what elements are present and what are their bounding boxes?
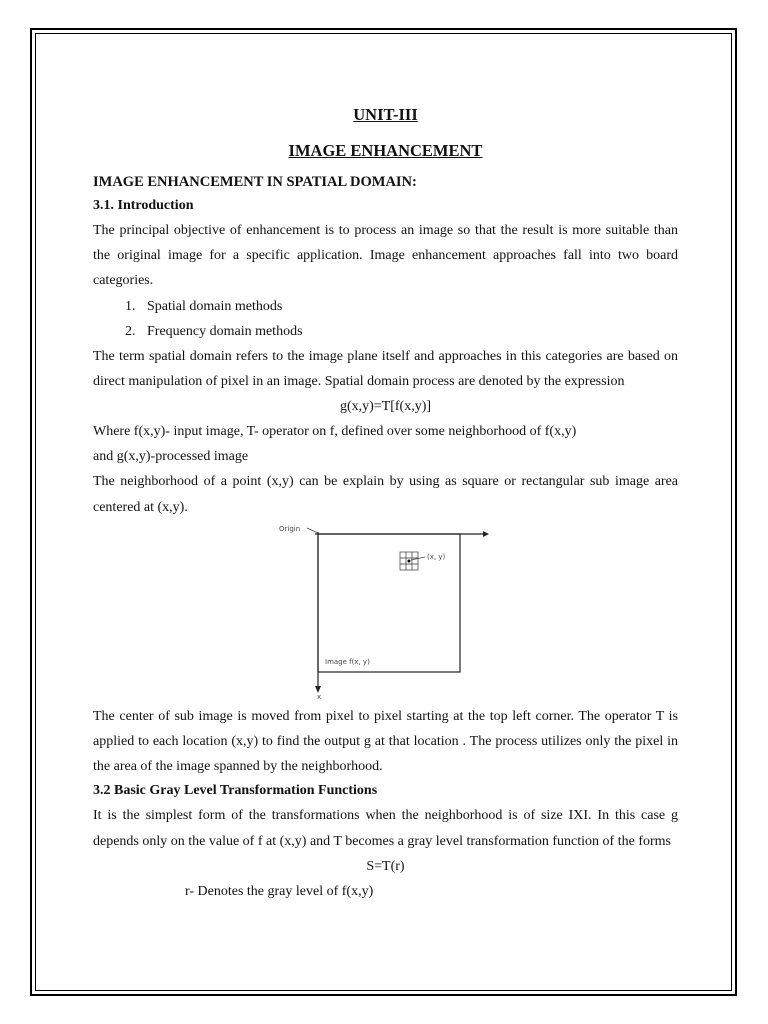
neighborhood-diagram bbox=[275, 522, 495, 700]
neighborhood-figure bbox=[93, 522, 678, 702]
image-label: Image f(x, y) bbox=[325, 657, 370, 666]
list-item: 2. Frequency domain methods bbox=[139, 319, 678, 344]
x-axis-label: x bbox=[317, 692, 322, 700]
page-title: IMAGE ENHANCEMENT bbox=[288, 141, 483, 160]
y-axis-arrow bbox=[483, 531, 489, 537]
equation-g: g(x,y)=T[f(x,y)] bbox=[339, 399, 432, 415]
intro-paragraph: The principal objective of enhancement is to process an image so that the result is more suitable than the original image for a specific application. Image enhancement approaches fall into two board categories. bbox=[93, 223, 678, 289]
x-axis-arrow bbox=[315, 686, 321, 693]
origin-label: Origin bbox=[279, 524, 301, 533]
where-line-1: Where f(x,y)- input image, T- operator on f, defined over some neighborhood of f(x,y) bbox=[93, 424, 577, 440]
r-definition: r- Denotes the gray level of f(x,y) bbox=[185, 883, 374, 899]
subsection-heading: 3.2 Basic Gray Level Transformation Functions bbox=[93, 783, 378, 799]
intro-heading bbox=[93, 194, 678, 218]
where-line-2: and g(x,y)-processed image bbox=[93, 449, 249, 465]
spatial-paragraph: The term spatial domain refers to the image plane itself and approaches in this categories are based on direct manipulation of pixel in an image. Spatial domain process are denoted by the expression bbox=[93, 348, 678, 389]
transformation-paragraph: It is the simplest form of the transformations when the neighborhood is of size IXI. In this case g depends only on the value of f at (x,y) and T becomes a gray level transformation function of the forms bbox=[93, 808, 678, 849]
intro-number: 3.1 bbox=[93, 198, 111, 213]
center-point bbox=[408, 559, 411, 562]
equation-s: S=T(r) bbox=[366, 858, 405, 874]
point-label: (x, y) bbox=[427, 552, 446, 561]
list-item: 1. Spatial domain methods bbox=[139, 294, 678, 319]
methods-list bbox=[93, 294, 678, 344]
center-paragraph: The center of sub image is moved from pixel to pixel starting at the top left corner. The operator T is applied to each location (x,y) to find the output g at that location . The process utilizes only the pixel in the area of the image spanned by the neighborhood. bbox=[93, 708, 678, 775]
intro-title: . Introduction bbox=[110, 198, 194, 213]
origin-pointer bbox=[307, 528, 318, 533]
unit-title: UNIT-III bbox=[353, 105, 418, 124]
section-heading: IMAGE ENHANCEMENT IN SPATIAL DOMAIN: bbox=[93, 174, 417, 190]
document-content bbox=[93, 104, 678, 904]
neighborhood-paragraph: The neighborhood of a point (x,y) can be explain by using as square or rectangular sub image area centered at (x,y). bbox=[93, 474, 678, 515]
